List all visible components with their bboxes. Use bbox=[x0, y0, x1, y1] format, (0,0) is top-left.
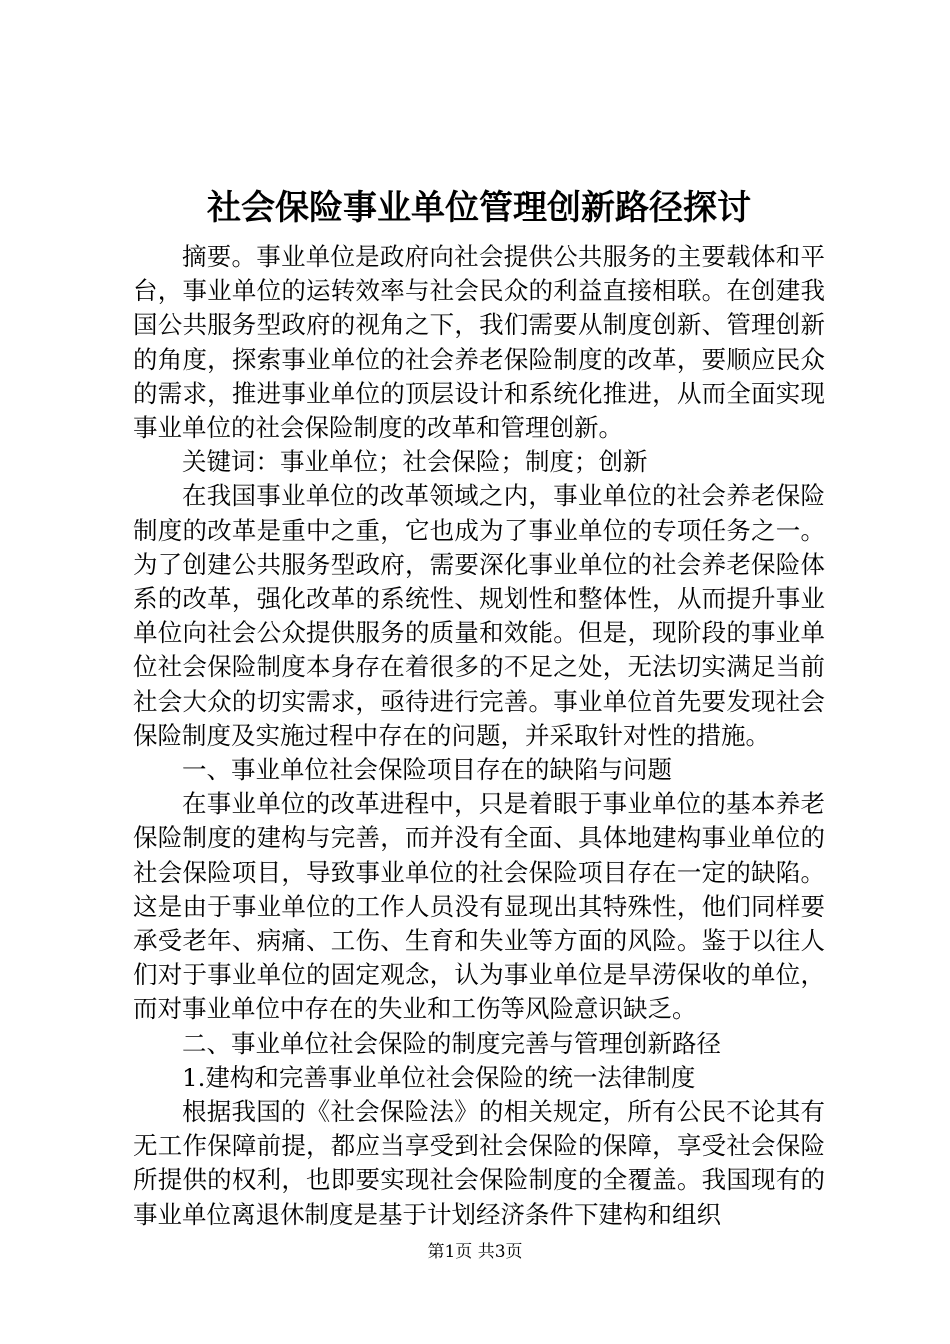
document-body bbox=[133, 186, 825, 1232]
abstract-paragraph: 摘要。事业单位是政府向社会提供公共服务的主要载体和平台，事业单位的运转效率与社会民众的利益直接相联。在创建我国公共服务型政府的视角之下，我们需要从制度创新、管理创新的角度，探索事业单位的社会养老保险制度的改革，要顺应民众的需求，推进事业单位的顶层设计和系统化推进，从而全面实现事业单位的社会保险制度的改革和管理创新。 bbox=[133, 242, 825, 443]
section-1-paragraph: 在事业单位的改革进程中，只是着眼于事业单位的基本养老保险制度的建构与完善，而并没有全面、具体地建构事业单位的社会保险项目，导致事业单位的社会保险项目存在一定的缺陷。这是由于事业单位的工作人员没有显现出其特殊性，他们同样要承受老年、病痛、工伤、生育和失业等方面的风险。鉴于以往人们对于事业单位的固定观念，认为事业单位是旱涝保收的单位，而对事业单位中存在的失业和工伤等风险意识缺乏。 bbox=[133, 789, 825, 1024]
page-footer: 第1页 共3页 bbox=[427, 1242, 523, 1262]
subsection-1-paragraph: 根据我国的《社会保险法》的相关规定，所有公民不论其有无工作保障前提，都应当享受到社会保险的保障，享受社会保险所提供的权利，也即要实现社会保险制度的全覆盖。我国现有的事业单位离退休制度是基于计划经济条件下建构和组织 bbox=[133, 1097, 825, 1229]
intro-paragraph: 在我国事业单位的改革领域之内，事业单位的社会养老保险制度的改革是重中之重，它也成为了事业单位的专项任务之一。为了创建公共服务型政府，需要深化事业单位的社会养老保险体系的改革，强化改革的系统性、规划性和整体性，从而提升事业单位向社会公众提供服务的质量和效能。但是，现阶段的事业单位社会保险制度本身存在着很多的不足之处，无法切实满足当前社会大众的切实需求，亟待进行完善。事业单位首先要发现社会保险制度及实施过程中存在的问题，并采取针对性的措施。 bbox=[133, 481, 825, 750]
document-title: 社会保险事业单位管理创新路径探讨 bbox=[207, 188, 751, 228]
section-heading-2: 二、事业单位社会保险的制度完善与管理创新路径 bbox=[182, 1028, 721, 1058]
section-heading-1: 一、事业单位社会保险项目存在的缺陷与问题 bbox=[182, 755, 672, 785]
subsection-heading-1: 1.建构和完善事业单位社会保险的统一法律制度 bbox=[182, 1062, 696, 1092]
keywords-line: 关键词：事业单位；社会保险；制度；创新 bbox=[182, 447, 648, 477]
